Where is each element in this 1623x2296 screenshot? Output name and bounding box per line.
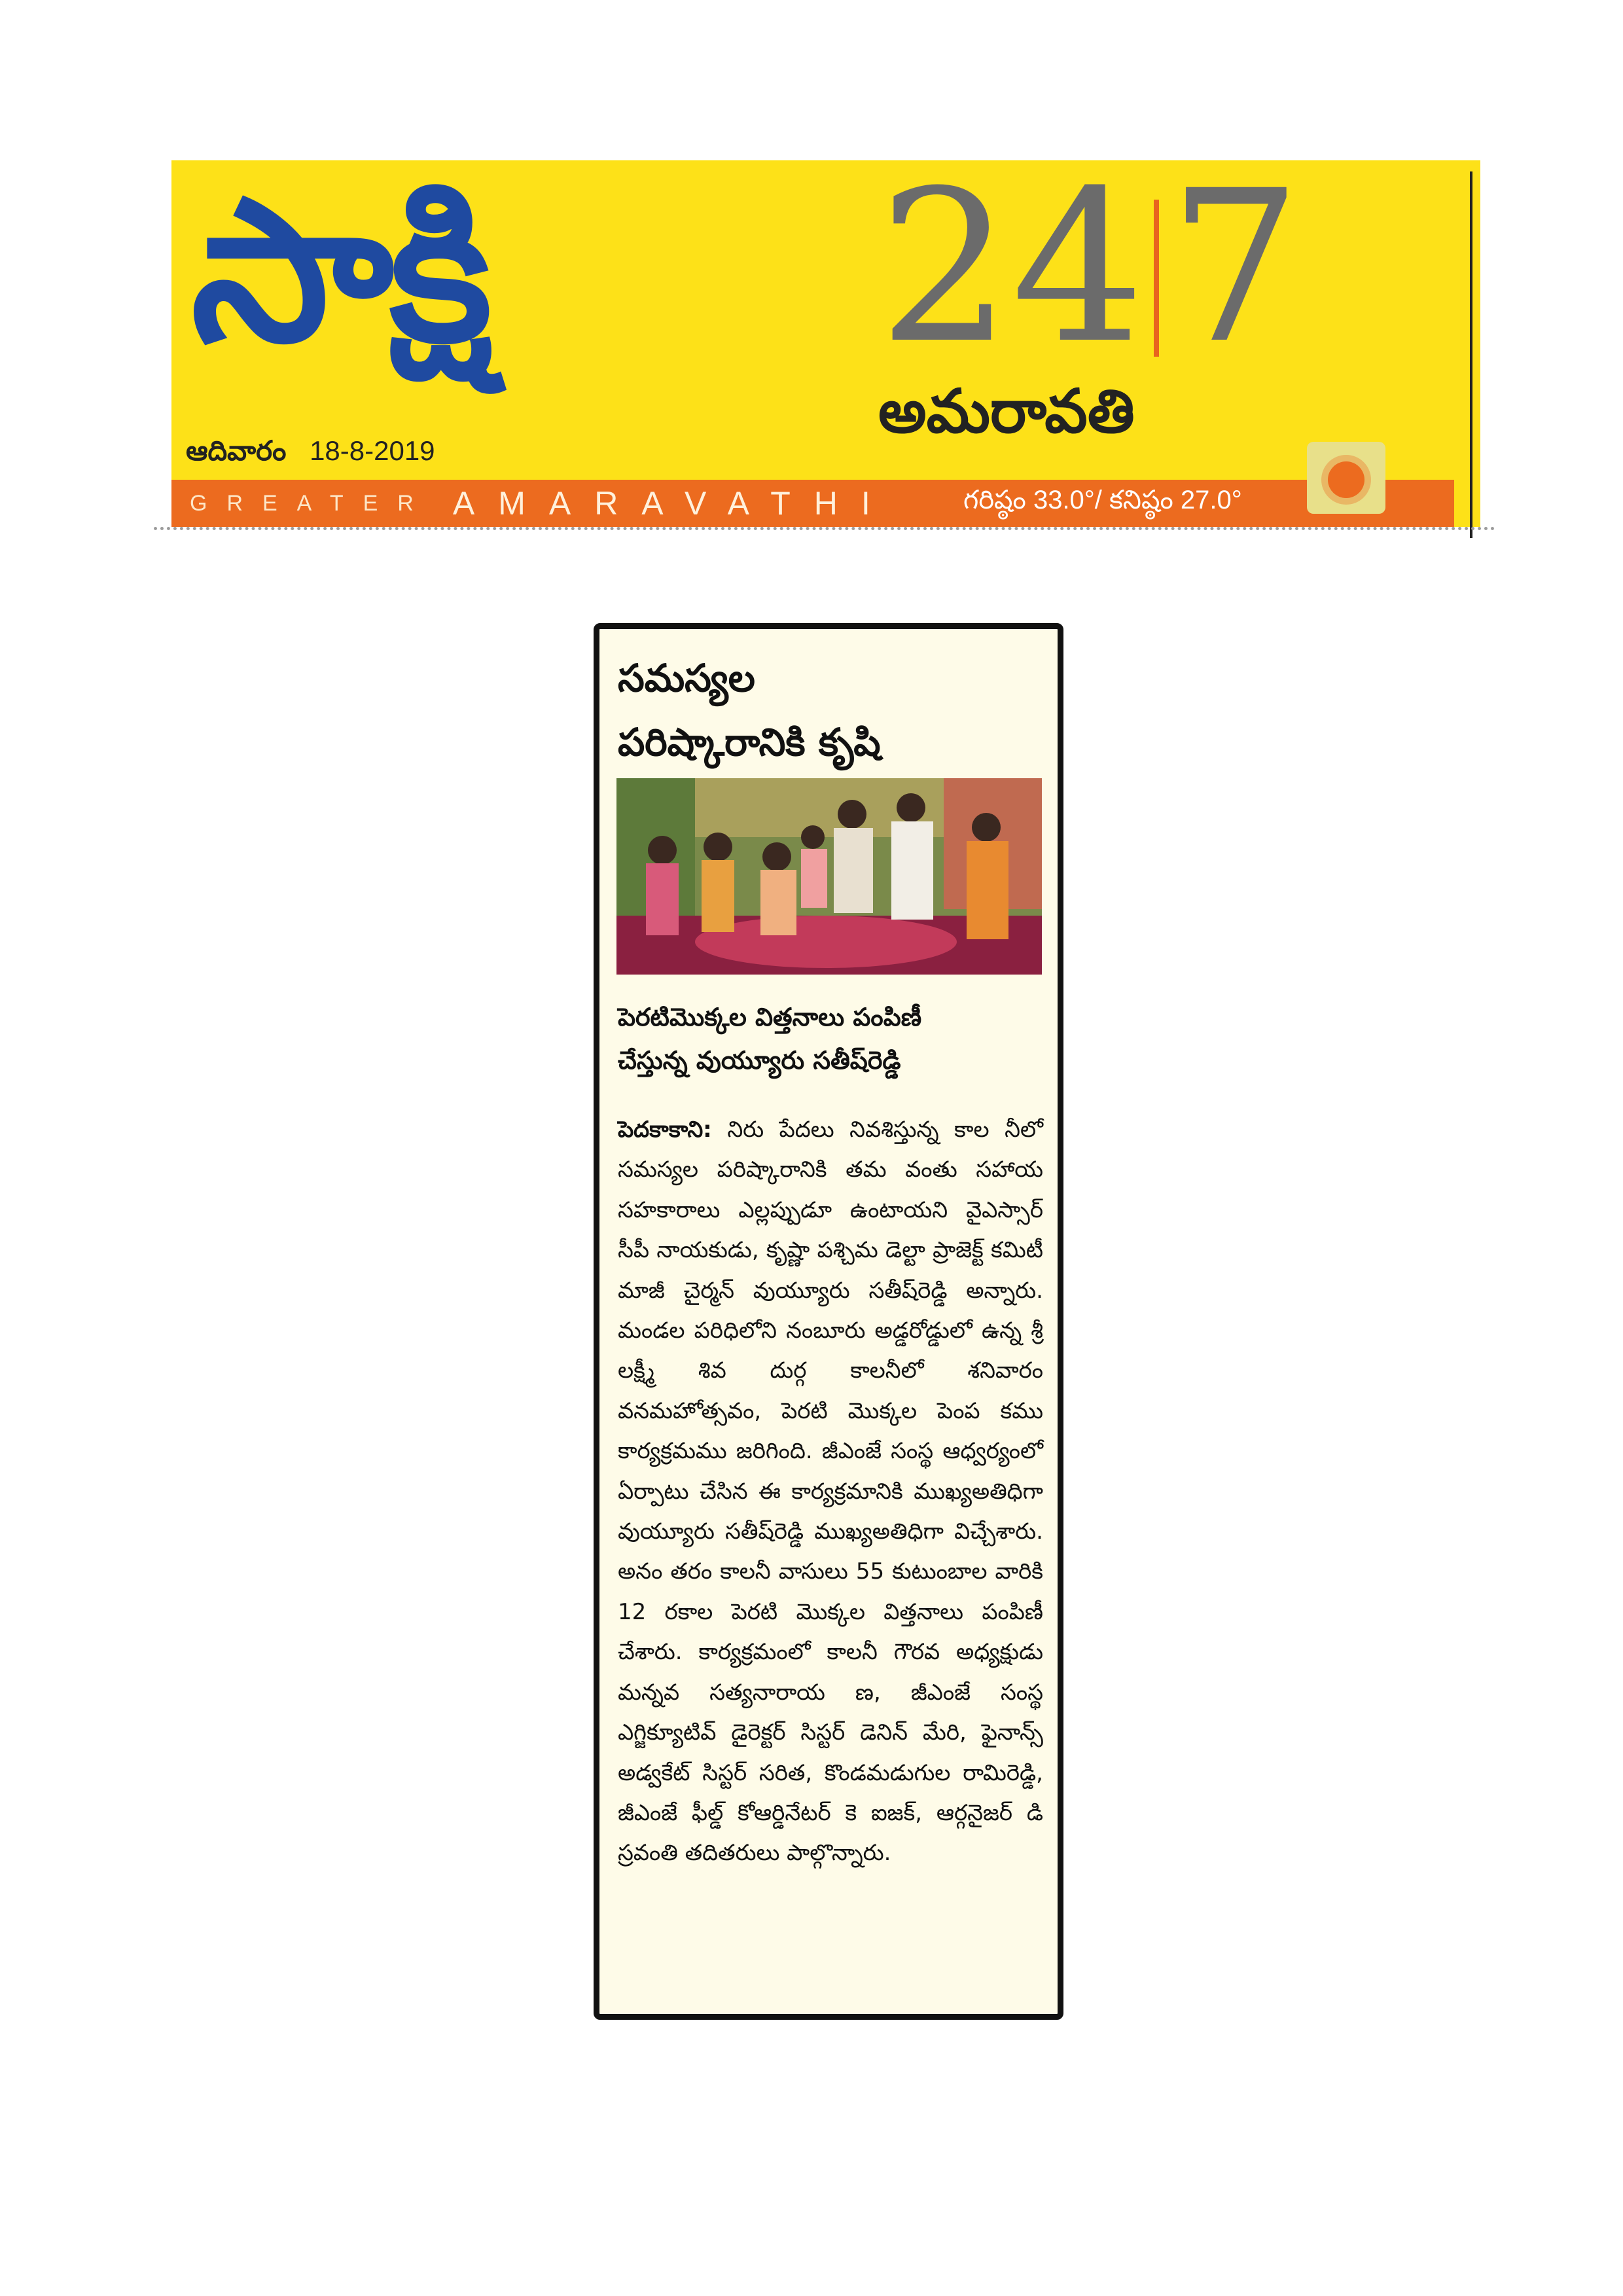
sun-icon	[1307, 442, 1385, 514]
photo-caption	[618, 996, 1043, 1082]
edition-number-7: 7	[1168, 146, 1302, 389]
issue-dateline	[186, 435, 435, 474]
news-photo	[616, 778, 1042, 975]
issue-day: ఆదివారం	[186, 435, 287, 466]
headline-line-2: పరిష్కారానికి కృషి	[618, 720, 881, 764]
article-dateline: పెదకాకాని:	[618, 1117, 712, 1143]
headline-line-1: సమస్యల	[618, 656, 755, 700]
masthead-rule	[1470, 171, 1472, 538]
headline	[618, 646, 1043, 774]
caption-line-1: పెరటిమొక్కల విత్తనాలు పంపిణీ	[618, 1003, 922, 1031]
article-body-text: నిరు పేదలు నివశిస్తున్న కాల నీలో సమస్యల పరిష్కారానికి తమ వంతు సహాయ సహకారాలు ఎల్లప్పుడూ ఉంటాయని వైఎస్సార్ సీపీ నాయకుడు, కృష్ణా పశ్చిమ డెల్టా ప్రాజెక్ట్ కమిటీ మాజీ చైర్మన్ వుయ్యూరు సతీష్‌రెడ్డి అన్నారు. మండల పరిధిలోని నంబూరు అడ్డరోడ్డులో ఉన్న శ్రీ లక్ష్మీ శివ దుర్గ కాలనీలో శనివారం వనమహోత్సవం, పెరటి మొక్కల పెంప కము కార్యక్రమము జరిగింది. జీఎంజే సంస్థ ఆధ్వర్యంలో ఏర్పాటు చేసిన ఈ కార్యక్రమానికి ముఖ్యఅతిధిగా వుయ్యూరు సతీష్‌రెడ్డి ముఖ్యఅతిధిగా విచ్చేశారు. అనం తరం కాలనీ వాసులు 55 కుటుంబాల వారికి 12 రకాల పెరటి మొక్కల విత్తనాలు పంపిణీ చేశారు. కార్యక్రమంలో కాలనీ గౌరవ అధ్యక్షుడు మన్నవ సత్యనారాయ ణ, జీఎంజే సంస్థ ఎగ్జిక్యూటివ్ డైరెక్టర్ సిస్టర్ డెనిన్ మేరి, ఫైనాన్స్ అడ్వకేట్ సిస్టర్ సరిత, కొండమడుగుల రామిరెడ్డి, జీఎంజే ఫీల్డ్ కోఆర్డినేటర్ కె ఐజక్, ఆర్గనైజర్ డి స్రవంతి తదితరులు పాల్గొన్నారు.	[618, 1117, 1043, 1867]
edition-strip	[171, 480, 1454, 527]
temperature-readout: గరిష్ఠం 33.0°/ కనిష్ఠం 27.0°	[963, 485, 1242, 514]
edition-number	[878, 146, 1302, 389]
strip-greater: GREATER	[190, 490, 433, 516]
edition-number-24: 24	[878, 146, 1145, 389]
news-clipping	[594, 623, 1063, 2020]
issue-date: 18-8-2019	[310, 435, 435, 466]
caption-line-2: చేస్తున్న వుయ్యూరు సతీష్‌రెడ్డి	[618, 1046, 901, 1075]
newspaper-logo: సాక్షి	[191, 157, 488, 386]
edition-divider	[1154, 200, 1159, 357]
masthead-dotted-divider	[154, 527, 1495, 530]
article-body	[618, 1110, 1043, 1874]
edition-city: అమరావతి	[878, 376, 1135, 446]
strip-amaravathi: AMARAVATHI	[452, 485, 894, 522]
masthead	[171, 146, 1480, 527]
